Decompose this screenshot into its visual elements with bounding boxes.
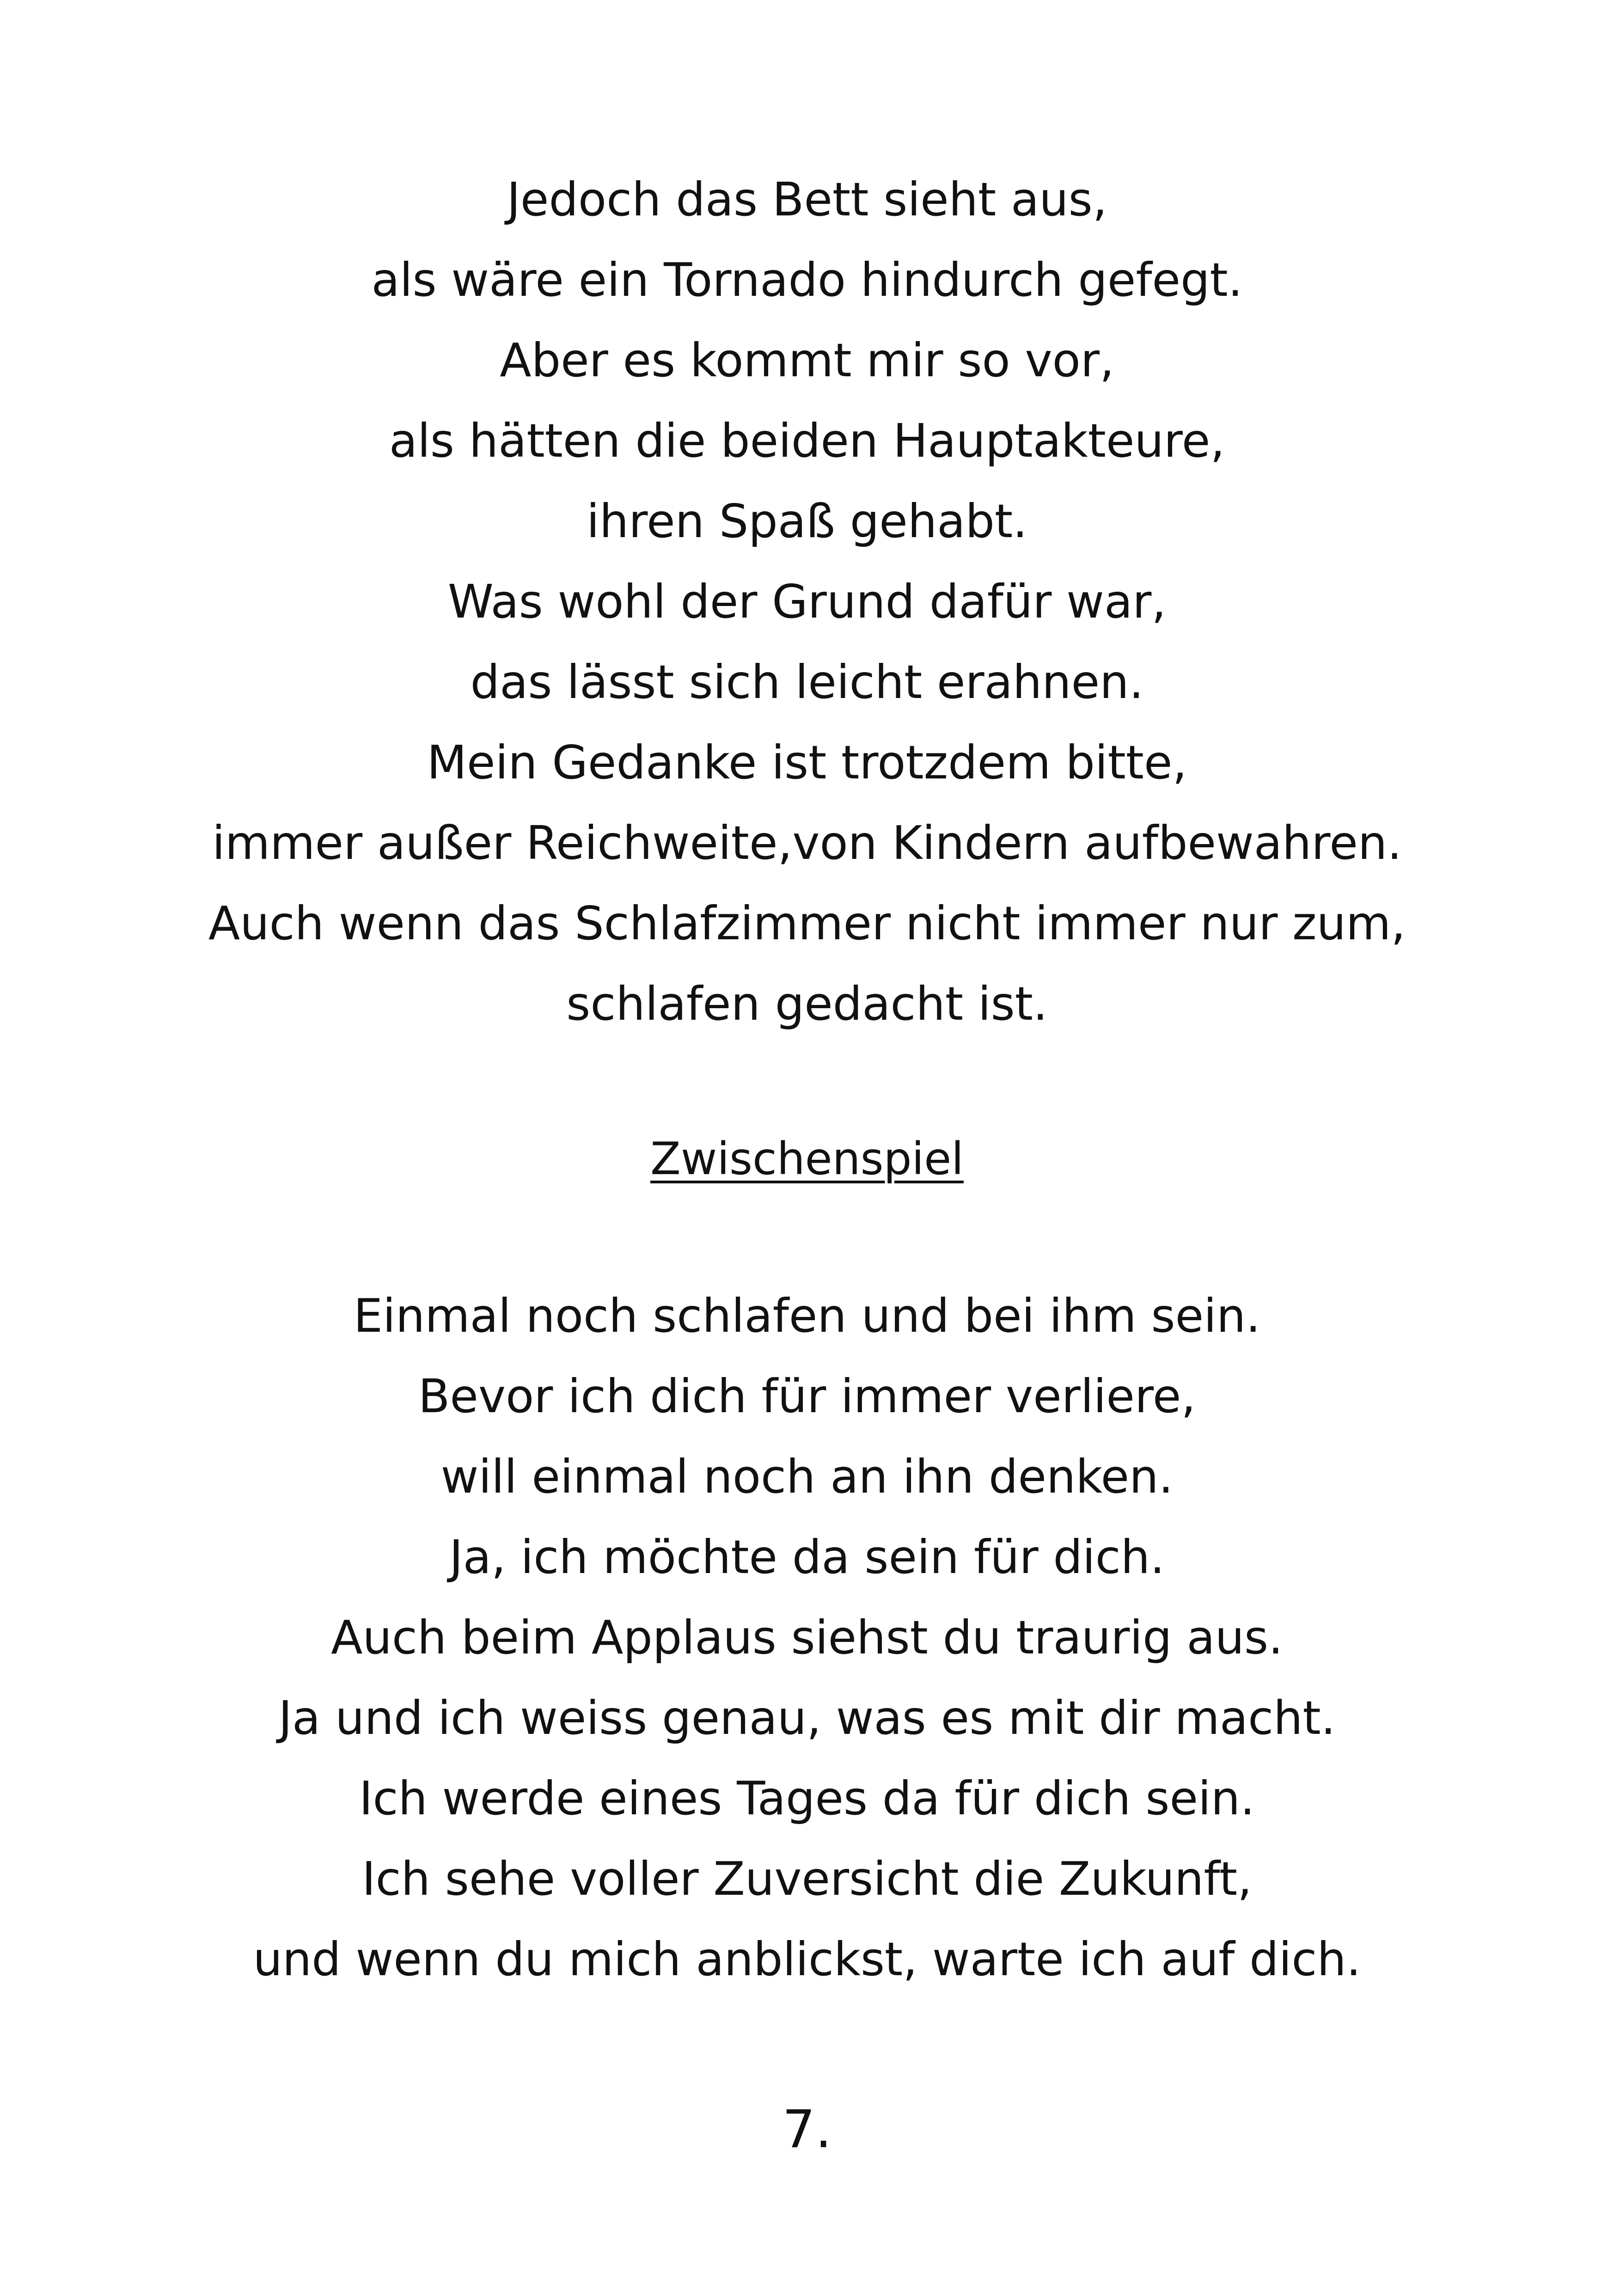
- poem-line: Mein Gedanke ist trotzdem bitte,: [427, 735, 1187, 790]
- poem-line: und wenn du mich anblickst, warte ich auf dich.: [253, 1932, 1361, 1986]
- poem-line: Bevor ich dich für immer verliere,: [418, 1369, 1196, 1423]
- poem-line: als hätten die beiden Hauptakteure,: [389, 414, 1225, 468]
- section-heading: [0, 1119, 1614, 1199]
- poem-line: Auch wenn das Schlafzimmer nicht immer nur zum,: [208, 896, 1406, 950]
- poem-line: Jedoch das Bett sieht aus,: [507, 172, 1107, 227]
- poem-line: will einmal noch an ihn denken.: [440, 1450, 1174, 1504]
- poem-line: als wäre ein Tornado hindurch gefegt.: [371, 253, 1243, 307]
- poem-line: Ich sehe voller Zuversicht die Zukunft,: [362, 1852, 1252, 1906]
- poem-stanza-1: [0, 159, 1614, 1044]
- poem-line: immer außer Reichweite,von Kindern aufbewahren.: [212, 816, 1402, 870]
- poem-line: Auch beim Applaus siehst du traurig aus.: [331, 1610, 1283, 1665]
- poem-line: Einmal noch schlafen und bei ihm sein.: [353, 1289, 1261, 1343]
- section-heading-text: Zwischenspiel: [650, 1133, 964, 1185]
- poem-line: Was wohl der Grund dafür war,: [447, 575, 1167, 629]
- poem-line: Ich werde eines Tages da für dich sein.: [359, 1771, 1255, 1825]
- poem-line: ihren Spaß gehabt.: [587, 494, 1027, 548]
- poem-line: das lässt sich leicht erahnen.: [470, 655, 1144, 709]
- page-number: 7.: [782, 2100, 832, 2160]
- poem-stanza-2: [0, 1276, 1614, 2000]
- poem-line: Ja, ich möchte da sein für dich.: [449, 1530, 1165, 1584]
- poem-line: schlafen gedacht ist.: [566, 977, 1048, 1031]
- poem-line: Aber es kommt mir so vor,: [500, 333, 1114, 387]
- poem-line: Ja und ich weiss genau, was es mit dir macht.: [278, 1691, 1336, 1745]
